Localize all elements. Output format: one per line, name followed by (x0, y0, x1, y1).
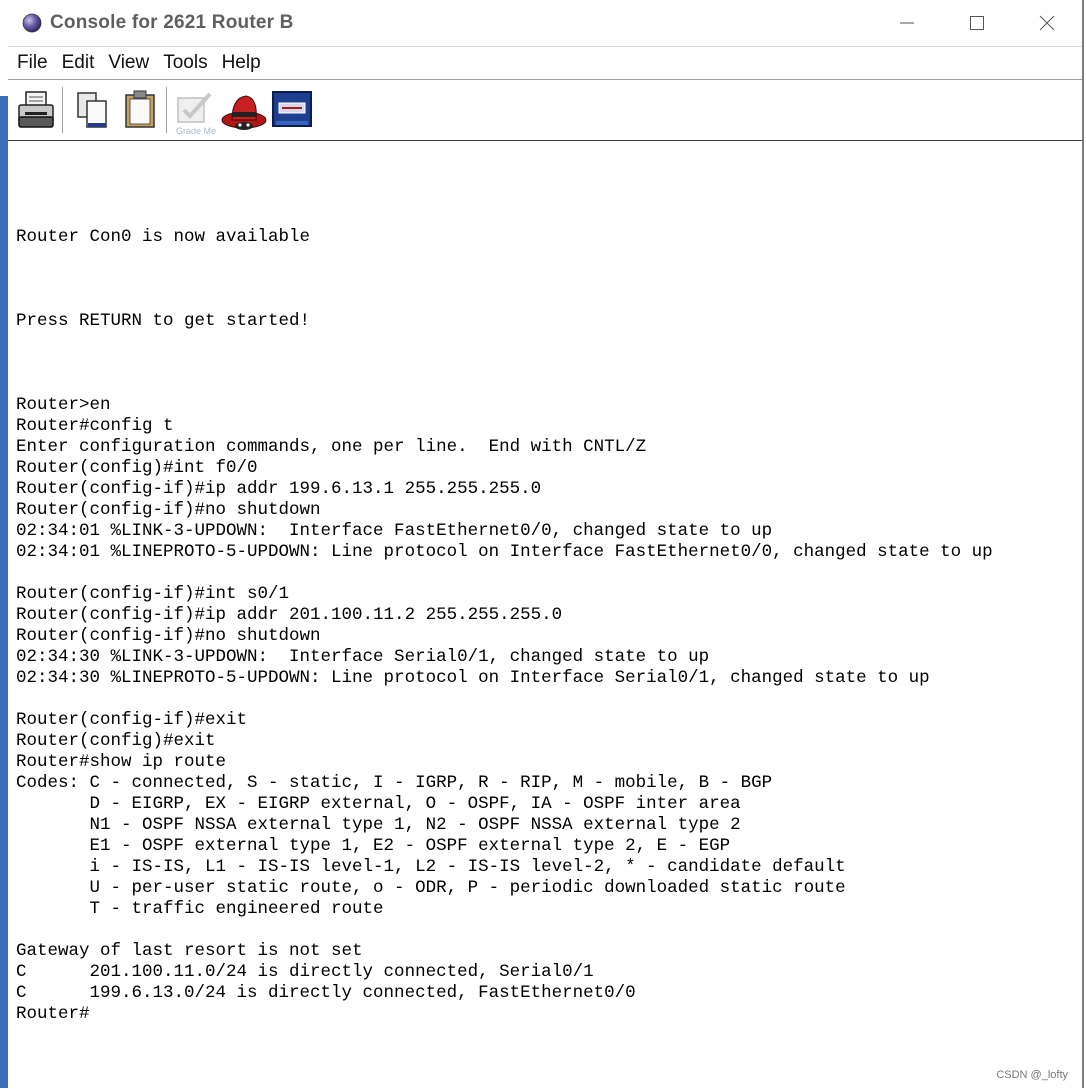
router-button[interactable] (268, 84, 316, 136)
toolbar-separator (166, 87, 170, 133)
grade-me-button[interactable] (172, 84, 220, 136)
print-button[interactable] (12, 84, 60, 136)
copy-button[interactable] (68, 84, 116, 136)
copy-icon (72, 89, 112, 131)
hat-button[interactable] (220, 84, 268, 136)
toolbar (8, 80, 1082, 142)
router-icon (270, 89, 314, 131)
paste-button[interactable] (116, 84, 164, 136)
minimize-icon (899, 15, 915, 31)
print-icon (16, 89, 56, 131)
maximize-button[interactable] (942, 0, 1012, 46)
window-title: Console for 2621 Router B (50, 12, 294, 33)
grade-me-label: Grade Me (175, 126, 217, 136)
toolbar-separator (62, 87, 66, 133)
grade-me-icon (174, 90, 218, 130)
close-icon (1039, 15, 1055, 31)
title-bar[interactable] (8, 0, 1082, 47)
menu-help[interactable]: Help (221, 52, 261, 73)
background-desktop-strip (0, 0, 8, 1088)
watermark: CSDN @_lofty (996, 1069, 1068, 1081)
console-window (8, 0, 1084, 1088)
sphere-icon (22, 13, 42, 33)
menu-view[interactable]: View (108, 52, 150, 73)
maximize-icon (969, 15, 985, 31)
hat-icon (220, 88, 268, 132)
paste-icon (120, 89, 160, 131)
menu-edit[interactable]: Edit (61, 52, 95, 73)
minimize-button[interactable] (872, 0, 942, 46)
menu-bar (8, 47, 1082, 80)
console-output-area[interactable] (8, 140, 1082, 1089)
menu-tools[interactable]: Tools (163, 52, 208, 73)
close-button[interactable] (1012, 0, 1082, 46)
menu-file[interactable]: File (17, 52, 48, 73)
console-text: Router Con0 is now available Press RETURN to get started! Router>en Router#config t Enter configuration commands, one per line. End with CNTL/Z Router(config)#int f0/0 Router(config-if)#ip addr 199.6.13.1 255.255.255.0 Router(config-if)#no shutdown 02:34:01 %LINK-3-UPDOWN: Interface FastEthernet0/0, changed state to up 02:34:01 %LINEPROTO-5-UPDOWN: Line protocol on Interface FastEthernet0/0, changed state to up Router(config-if)#int s0/1 Router(config-if)#ip addr 201.100.11.2 255.255.255.0 Router(config-if)#no shutdown 02:34:30 %LINK-3-UPDOWN: Interface Serial0/1, changed state to up 02:34:30 %LINEPROTO-5-UPDOWN: Line protocol on Interface Serial0/1, changed state to up Router(config-if)#exit Router(config)#exit Router#show ip route Codes: C - connected, S - static, I - IGRP, R - RIP, M - mobile, B - BGP D - EIGRP, EX - EIGRP external, O - OSPF, IA - OSPF inter area N1 - OSPF NSSA external type 1, N2 - OSPF NSSA external type 2 E1 - OSPF external type 1, E2 - OSPF external type 2, E - EGP i - IS-IS, L1 - IS-IS level-1, L2 - IS-IS level-2, * - candidate default U - per-user static route, o - ODR, P - periodic downloaded static route T - traffic engineered route Gateway of last resort is not set C 201.100.11.0/24 is directly connected, Serial0/1 C 199.6.13.0/24 is directly connected, FastEthernet0/0 Router# (16, 227, 993, 1024)
